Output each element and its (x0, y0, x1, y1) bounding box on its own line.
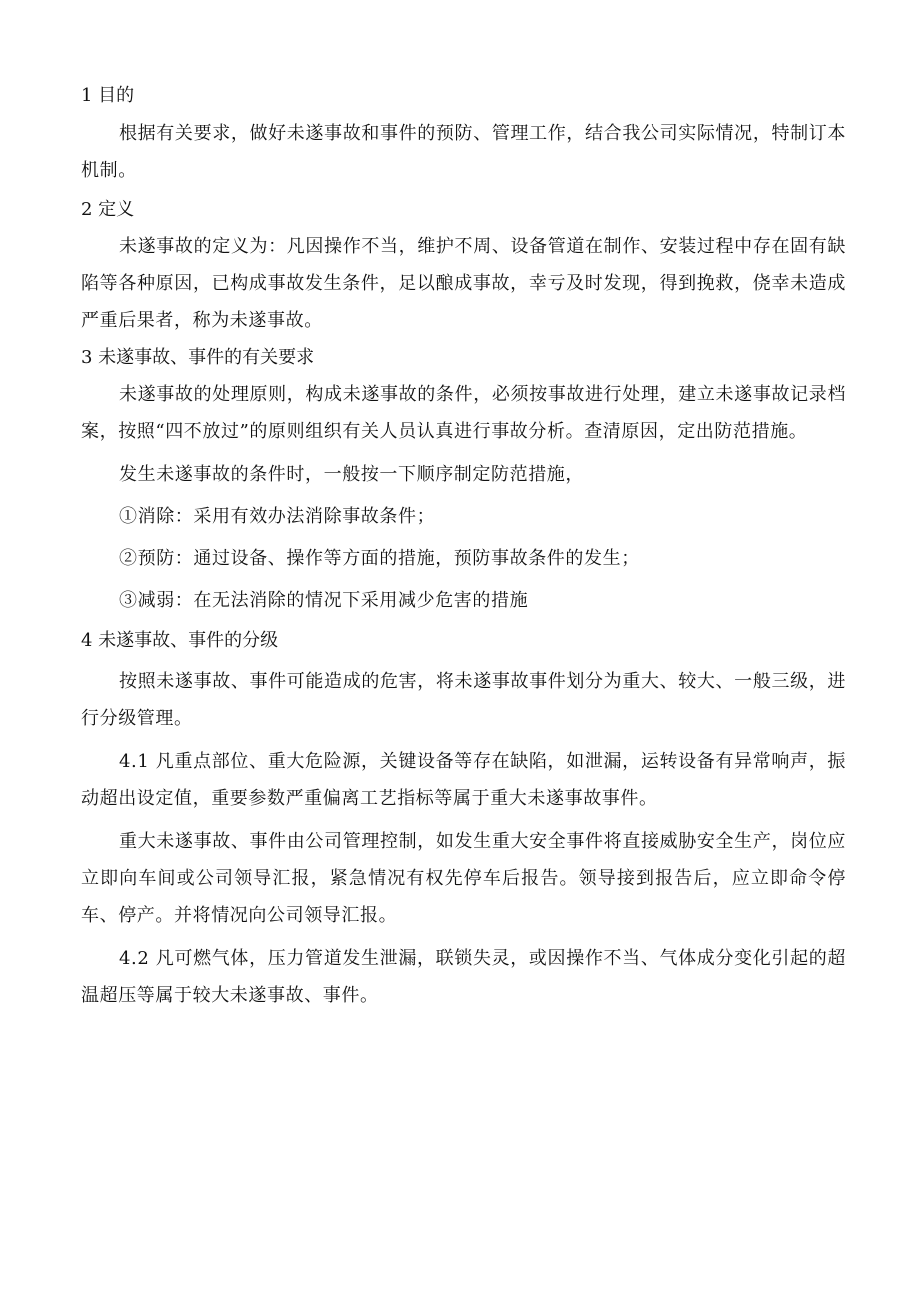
section-4-2-paragraph: 4.2 凡可燃气体，压力管道发生泄漏，联锁失灵，或因操作不当、气体成分变化引起的超温超压等属于较大未遂事故、事件。 (81, 948, 846, 1006)
section-3-title: 3 未遂事故、事件的有关要求 (81, 347, 315, 368)
section-3-item-eliminate: ①消除：采用有效办法消除事故条件； (119, 506, 436, 527)
section-4-1-followup-paragraph: 重大未遂事故、事件由公司管理控制，如发生重大安全事件将直接威胁安全生产，岗位应立即向车间或公司领导汇报，紧急情况有权先停车后报告。领导接到报告后，应立即命令停车、停产。并将情况向公司领导汇报。 (81, 831, 846, 926)
section-2-title: 2 定义 (81, 199, 135, 220)
section-3-paragraph-2: 发生未遂事故的条件时，一般按一下顺序制定防范措施， (119, 464, 584, 485)
section-1-title: 1 目的 (81, 85, 135, 106)
section-4-paragraph: 按照未遂事故、事件可能造成的危害，将未遂事故事件划分为重大、较大、一般三级，进行分级管理。 (81, 671, 846, 729)
section-3-paragraph-1: 未遂事故的处理原则，构成未遂事故的条件，必须按事故进行处理，建立未遂事故记录档案，按照“四不放过”的原则组织有关人员认真进行事故分析。查清原因，定出防范措施。 (81, 384, 846, 442)
section-1-paragraph: 根据有关要求，做好未遂事故和事件的预防、管理工作，结合我公司实际情况，特制订本机制。 (81, 123, 846, 181)
section-2-paragraph: 未遂事故的定义为：凡因操作不当，维护不周、设备管道在制作、安装过程中存在固有缺陷等各种原因，已构成事故发生条件，足以酿成事故，幸亏及时发现，得到挽救，侥幸未造成严重后果者，称为未遂事故。 (81, 236, 846, 331)
document-body (81, 78, 846, 1014)
section-3-item-prevent: ②预防：通过设备、操作等方面的措施，预防事故条件的发生； (119, 548, 640, 569)
section-4-1-paragraph: 4.1 凡重点部位、重大危险源，关键设备等存在缺陷，如泄漏，运转设备有异常响声，振动超出设定值，重要参数严重偏离工艺指标等属于重大未遂事故事件。 (81, 751, 846, 809)
section-3-item-reduce: ③减弱：在无法消除的情况下采用减少危害的措施 (119, 590, 529, 611)
section-4-title: 4 未遂事故、事件的分级 (81, 630, 279, 651)
